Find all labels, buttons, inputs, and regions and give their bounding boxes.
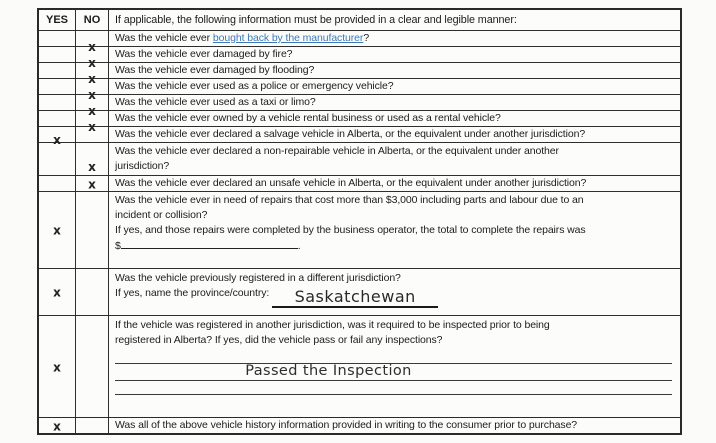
no-cell bbox=[76, 143, 109, 175]
question-text bbox=[109, 269, 680, 315]
yes-checkmark: x bbox=[53, 285, 61, 300]
no-cell bbox=[76, 269, 109, 315]
yes-checkmark: x bbox=[53, 223, 61, 238]
question-line: registered in Alberta? If yes, did the vehicle pass or fail any inspections? bbox=[115, 334, 443, 346]
question-text: Was the vehicle ever damaged by flooding? bbox=[115, 64, 315, 76]
yes-cell bbox=[39, 79, 76, 94]
yes-cell bbox=[39, 176, 76, 191]
no-checkmark: x bbox=[88, 40, 96, 54]
row-repairs-cost bbox=[39, 192, 680, 269]
yes-cell bbox=[39, 143, 76, 175]
province-country-label: If yes, name the province/country: bbox=[115, 287, 270, 299]
question-line: jurisdiction? bbox=[115, 160, 170, 172]
question-line: Was the vehicle previously registered in a different jurisdiction? bbox=[115, 272, 401, 284]
question-text: Was the vehicle ever owned by a vehicle rental business or used as a rental vehicle? bbox=[115, 112, 501, 124]
no-checkmark: x bbox=[88, 104, 96, 118]
yes-cell bbox=[39, 316, 76, 417]
question-line: Was the vehicle ever in need of repairs that cost more than $3,000 including parts and labour due to an bbox=[115, 194, 584, 206]
question-line: incident or collision? bbox=[115, 209, 208, 221]
yes-cell bbox=[39, 269, 76, 315]
row-unsafe bbox=[39, 176, 680, 192]
repair-amount-blank bbox=[121, 238, 298, 249]
inspection-answer: Passed the Inspection bbox=[245, 363, 412, 379]
no-cell bbox=[76, 418, 109, 433]
no-checkmark: x bbox=[88, 72, 96, 86]
question-prefix: Was the vehicle ever bbox=[115, 32, 213, 44]
repair-amount-line bbox=[115, 238, 674, 254]
no-checkmark: x bbox=[88, 160, 96, 174]
question-text bbox=[109, 192, 680, 268]
no-cell bbox=[76, 31, 109, 54]
instruction-text: If applicable, the following information must be provided in a clear and legible manner: bbox=[115, 14, 517, 26]
yes-cell bbox=[39, 31, 76, 46]
question-text: Was the vehicle ever damaged by fire? bbox=[115, 48, 293, 60]
no-cell bbox=[76, 176, 109, 191]
province-country-line bbox=[115, 286, 674, 308]
question-text: Was the vehicle ever used as a police or emergency vehicle? bbox=[115, 80, 394, 92]
question-line: Was the vehicle ever declared a non-repairable vehicle in Alberta, or the equivalent under another bbox=[115, 145, 559, 157]
yes-cell bbox=[39, 95, 76, 110]
vehicle-history-disclosure-table bbox=[37, 8, 682, 435]
province-country-answer: Saskatchewan bbox=[272, 287, 438, 308]
row-salvage bbox=[39, 127, 680, 147]
no-column-header bbox=[76, 10, 109, 30]
question-text: Was the vehicle ever used as a taxi or limo? bbox=[115, 96, 316, 108]
dollar-sign: $ bbox=[115, 240, 121, 252]
row-inspection bbox=[39, 316, 680, 418]
no-cell bbox=[76, 192, 109, 268]
row-written-disclosure bbox=[39, 418, 680, 433]
row-previous-jurisdiction bbox=[39, 269, 680, 316]
yes-cell bbox=[39, 418, 76, 433]
question-suffix: ? bbox=[363, 32, 370, 44]
yes-cell bbox=[39, 47, 76, 62]
question-text: Was the vehicle ever declared a salvage vehicle in Alberta, or the equivalent under another jurisdiction? bbox=[115, 128, 586, 140]
yes-cell bbox=[39, 63, 76, 78]
no-header-label: NO bbox=[83, 14, 101, 26]
question-line: If the vehicle was registered in another jurisdiction, was it required to be inspected prior to being bbox=[115, 319, 550, 331]
write-in-line bbox=[115, 380, 672, 381]
question-text bbox=[109, 316, 680, 417]
yes-checkmark: x bbox=[53, 133, 61, 147]
yes-cell bbox=[39, 127, 76, 147]
question-text: Was the vehicle ever declared an unsafe vehicle in Alberta, or the equivalent under another jurisdiction? bbox=[115, 177, 587, 189]
no-checkmark: x bbox=[88, 120, 96, 134]
no-checkmark: x bbox=[88, 88, 96, 102]
no-cell bbox=[76, 316, 109, 417]
yes-checkmark: x bbox=[53, 360, 61, 375]
no-checkmark: x bbox=[88, 177, 96, 192]
yes-cell bbox=[39, 192, 76, 268]
row-non-repairable bbox=[39, 143, 680, 176]
bought-back-link[interactable]: bought back by the manufacturer bbox=[212, 32, 364, 44]
no-checkmark: x bbox=[88, 56, 96, 70]
yes-cell bbox=[39, 111, 76, 126]
yes-checkmark: x bbox=[53, 419, 61, 434]
question-line: If yes, and those repairs were completed by the business operator, the total to complete the repairs was bbox=[115, 224, 586, 236]
table-header-row bbox=[39, 10, 680, 31]
write-in-line bbox=[115, 394, 672, 395]
question-text bbox=[109, 143, 680, 175]
amount-period: . bbox=[297, 240, 301, 252]
yes-header-label: YES bbox=[45, 14, 68, 26]
question-text: Was all of the above vehicle history information provided in writing to the consumer prior to purchase? bbox=[115, 419, 578, 431]
yes-column-header bbox=[39, 10, 76, 30]
question-text bbox=[109, 31, 680, 46]
